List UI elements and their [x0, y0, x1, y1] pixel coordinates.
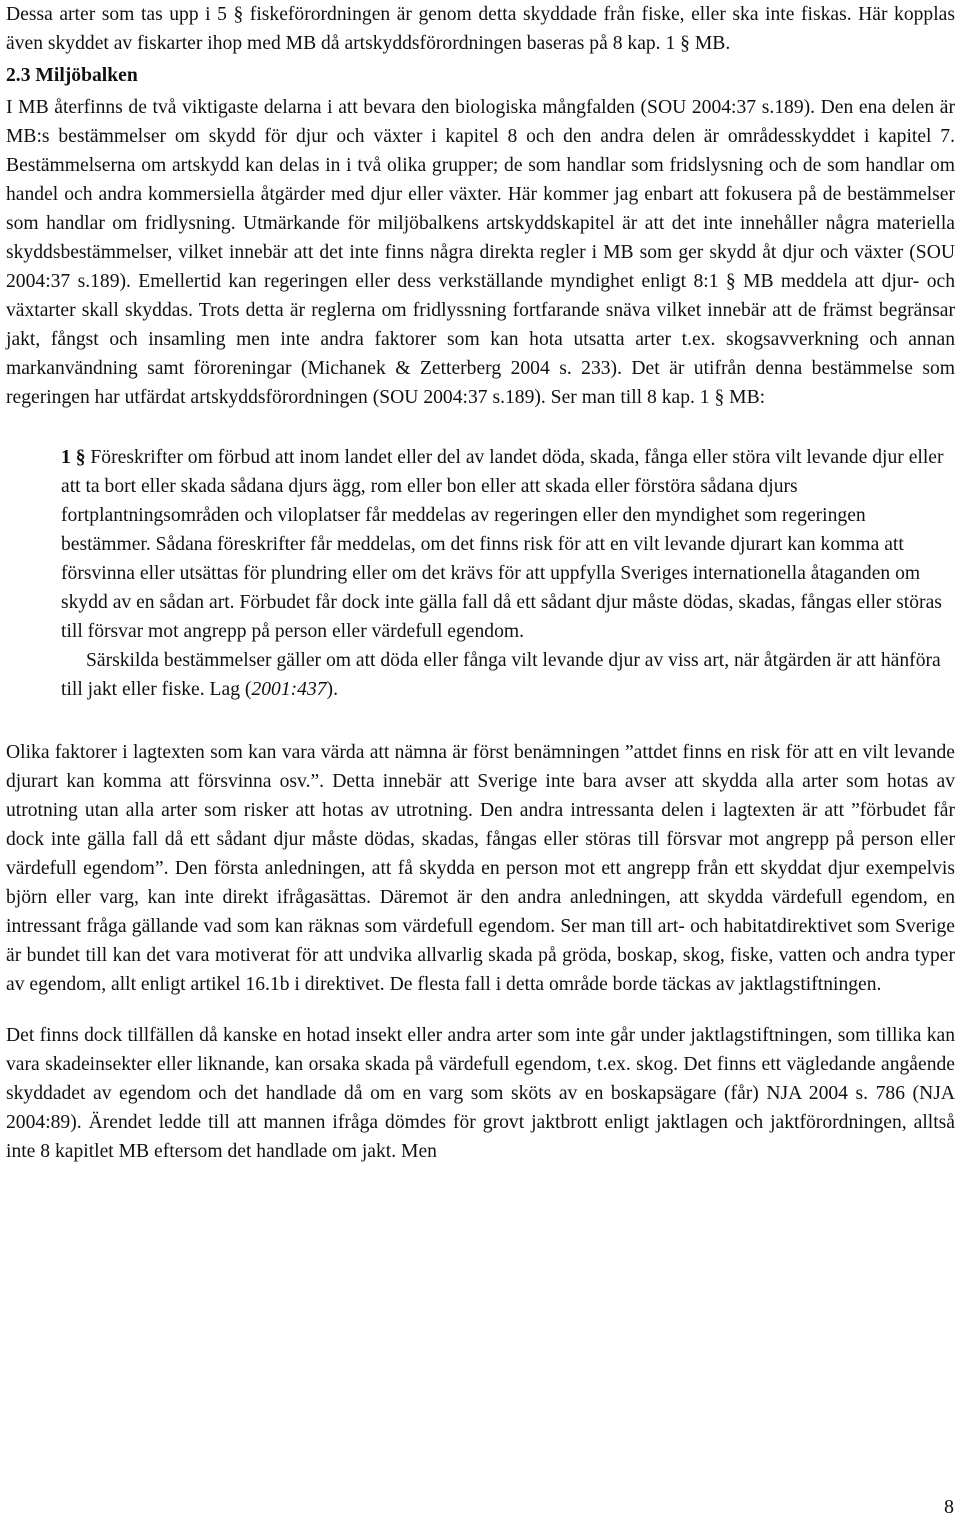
body-paragraph-3: Det finns dock tillfällen då kanske en hotad insekt eller andra arter som inte går under jaktlagstiftningen, som tillika kan vara skadeinsekter eller liknande, kan orsaka skada på värdefull egendom, t.ex. skog. Det finns ett vägledande angående skyddadet av egendom och det handlade då om en varg som sköts av en boskapsägare (får) NJA 2004 s. 786 (NJA 2004:89). Ärendet ledde till att mannen ifråga dömdes för grovt jaktbrott enligt jaktlagen och jaktförordningen, alltså inte 8 kapitlet MB eftersom det handlade om jakt. Men	[6, 1025, 955, 1162]
law-quote-paragraph-1	[61, 443, 955, 646]
document-page	[6, 0, 955, 1166]
continuation-paragraph: Dessa arter som tas upp i 5 § fiskeförordningen är genom detta skyddade från fiske, eller ska inte fiskas. Här kopplas även skyddet av fiskarter ihop med MB då artskyddsförordningen baseras på 8 kap. 1 § MB.	[6, 4, 955, 54]
section-heading: 2.3 Miljöbalken	[6, 65, 138, 86]
body-paragraph-2: Olika faktorer i lagtexten som kan vara värda att nämna är först benämningen ”attdet finns en risk för att en vilt levande djurart kan komma att försvinna osv.”. Detta innebär att Sverige inte bara avser att skydda alla arter som hotas av utrotning utan alla arter som risker att hotas av utrotning. Den andra intressanta delen i lagtexten är att ”förbudet får dock inte gälla fall då ett sådant djur måste dödas, skadas, fångas eller störas till försvar mot angrepp på person eller värdefull egendom”. Den första anledningen, att få skydda en person mot ett angrepp från ett skyddat djur exempelvis björn eller varg, kan inte direkt ifrågasättas. Däremot är den andra anledningen, att skydda värdefull egendom, en intressant fråga gällande vad som kan räknas som värdefull egendom. Ser man till art- och habitatdirektivet som Sverige är bundet till kan det vara motiverat för att undvika allvarlig skada på gröda, boskap, skog, fiske, vatten och andra typer av egendom, allt enligt artikel 16.1b i direktivet. De flesta fall i detta område borde täckas av jaktlagstiftningen.	[6, 742, 955, 995]
law-quote-text-1: Föreskrifter om förbud att inom landet eller del av landet döda, skada, fånga eller störa vilt levande djur eller att ta bort eller skada sådana djurs ägg, rom eller bon eller att skada eller förstöra sådana djurs fortplantningsområden och viloplatser får meddelas av regeringen eller den myndighet som regeringen bestämmer. Sådana föreskrifter får meddelas, om det finns risk för att en vilt levande djurart kan komma att försvinna eller utsättas för plundring eller om det krävs för att uppfylla Sveriges internationella åtaganden om skydd av en sådan art. Förbudet får dock inte gälla fall då ett sådant djur måste dödas, skadas, fångas eller störas till försvar mot angrepp på person eller värdefull egendom.	[61, 447, 944, 642]
law-section-number: 1 §	[61, 447, 86, 468]
body-paragraph-1: I MB återfinns de två viktigaste delarna i att bevara den biologiska mångfalden (SOU 2004:37 s.189). Den ena delen är MB:s bestämmelser om skydd för djur och växter i kapitel 8 och den andra delen är områdesskyddet i kapitel 7. Bestämmelserna om artskydd kan delas in i två olika grupper; de som handlar som fridslysning och de som handlar om handel och andra kommersiella åtgärder med djur eller växter. Här kommer jag enbart att fokusera på de bestämmelser som handlar om fridlysning. Utmärkande för miljöbalkens artskyddskapitel är att det inte innehåller några materiella skyddsbestämmelser, vilket innebär att det inte finns några direkta regler i MB som ger skydd åt djur och växter (SOU 2004:37 s.189). Emellertid kan regeringen eller dess verkställande myndighet enligt 8:1 § MB meddela att djur- och växtarter skall skyddas. Trots detta är reglerna om fridlyssning fortfarande snäva vilket innebär att de främst begränsar jakt, fångst och insamling men inte andra faktorer som kan hota utsatta arter t.ex. skogsavverkning och annan markanvändning samt föroreningar (Michanek & Zetterberg 2004 s. 233). Det är utifrån denna bestämmelse som regeringen har utfärdat artskyddsförordningen (SOU 2004:37 s.189). Ser man till 8 kap. 1 § MB:	[6, 97, 955, 408]
law-quote-text-2: Särskilda bestämmelser gäller om att döda eller fånga vilt levande djur av viss art, när åtgärden är att hänföra till jakt eller fiske. Lag (	[61, 650, 941, 700]
law-reference: 2001:437	[251, 679, 327, 700]
law-quote	[61, 443, 955, 704]
law-quote-text-2-end: ).	[326, 679, 338, 700]
law-quote-paragraph-2	[61, 646, 955, 704]
page-number: 8	[944, 1496, 954, 1518]
